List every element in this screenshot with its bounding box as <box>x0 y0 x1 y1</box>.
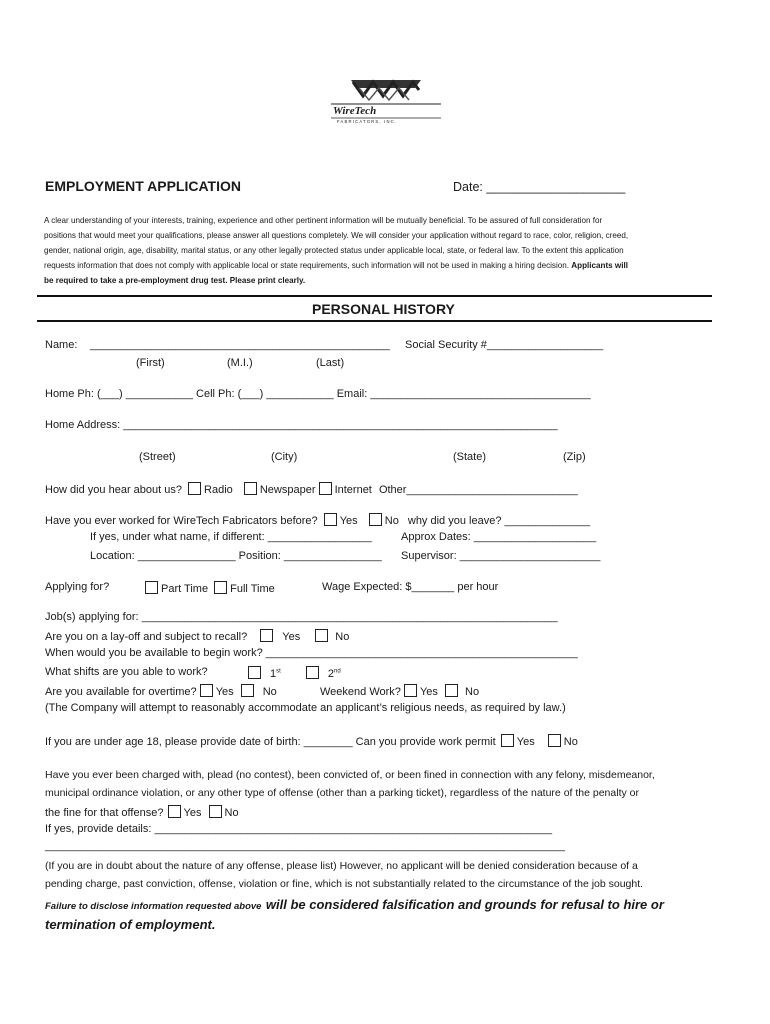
intro-paragraph <box>44 213 724 288</box>
overtime-no-checkbox[interactable] <box>241 684 254 697</box>
approx-dates-field[interactable]: Approx Dates: ____________________ <box>401 531 597 543</box>
logo-subtitle: FABRICATORS, INC. <box>337 119 398 124</box>
charges-yes-checkbox[interactable] <box>168 805 181 818</box>
no-label: No <box>465 686 480 698</box>
section-title: PERSONAL HISTORY <box>312 301 455 317</box>
supervisor-field[interactable]: Supervisor: _______________________ <box>401 550 601 562</box>
shift-1-checkbox[interactable] <box>248 666 261 679</box>
intro-line <box>44 258 724 273</box>
name-field[interactable]: _________________________________________________ <box>90 339 390 351</box>
overtime-question <box>45 684 277 698</box>
newspaper-checkbox[interactable] <box>244 482 257 495</box>
failure-warning-large: will be considered falsification and grounds for refusal to hire or <box>265 897 664 912</box>
doubt-note-line: (If you are in doubt about the nature of any offense, please list) However, no applicant will be denied consideration because of a <box>45 860 638 872</box>
first-name-label: (First) <box>136 357 165 369</box>
weekend-yes-checkbox[interactable] <box>404 684 417 697</box>
logo-brand: WireTech <box>333 105 377 117</box>
layoff-question <box>45 629 349 643</box>
why-left-field[interactable]: why did you leave? ______________ <box>407 515 591 527</box>
doubt-note-line: pending charge, past conviction, offense, violation or fine, which is not substantially related to the circumstance of the job sought. <box>45 878 644 890</box>
termination-text: termination of employment. <box>45 917 216 932</box>
section-rule-bottom <box>37 320 712 322</box>
failure-warning-small: Failure to disclose information requested above <box>45 901 262 912</box>
phone-email-fields[interactable]: Home Ph: (___) ___________ Cell Ph: (___) ___________ Email: ____________________________________ <box>45 388 591 400</box>
overtime-label: Are you available for overtime? <box>45 686 197 698</box>
section-rule-top <box>37 295 712 297</box>
intro-bold: Applicants will <box>571 261 628 270</box>
radio-option-label: Radio <box>204 484 233 496</box>
home-address-field[interactable]: Home Address: _______________________________________________________________________ <box>45 419 558 431</box>
no-label: No <box>262 686 277 698</box>
yes-label: Yes <box>215 686 234 698</box>
shift-2-label: 2 <box>327 668 334 680</box>
worked-no-checkbox[interactable] <box>369 513 382 526</box>
permit-no-checkbox[interactable] <box>548 734 561 747</box>
previous-name-field[interactable]: If yes, under what name, if different: _________________ <box>90 531 372 543</box>
jobs-applying-field[interactable]: Job(s) applying for: ____________________________________________________________________ <box>45 611 558 623</box>
location-position-field[interactable]: Location: ________________ Position: ________________ <box>90 550 382 562</box>
ssn-field[interactable]: Social Security #___________________ <box>405 339 604 351</box>
details-field[interactable]: If yes, provide details: _________________________________________________________________ <box>45 823 553 835</box>
internet-option-label: Internet <box>334 484 372 496</box>
employment-type-options <box>145 581 275 595</box>
no-label: No <box>384 515 399 527</box>
last-name-label: (Last) <box>316 357 345 369</box>
charges-line: Have you ever been charged with, plead (no contest), been convicted of, or been fined in connection with any felony, misdemeanor, <box>45 769 655 781</box>
intro-line: positions that would meet your qualifications, please answer all questions completely. We will consider your application without regard to race, color, religion, creed, <box>44 231 629 240</box>
weekend-label: Weekend Work? <box>320 686 401 698</box>
part-time-label: Part Time <box>161 583 209 595</box>
under-18-question <box>45 734 578 748</box>
form-title: EMPLOYMENT APPLICATION <box>45 178 241 194</box>
intro-line <box>44 273 724 288</box>
permit-yes-checkbox[interactable] <box>501 734 514 747</box>
charges-line: municipal ordinance violation, or any other type of offense (other than a parking ticket), regardless of the nature of the penalty or <box>45 787 639 799</box>
shift-1-label: 1 <box>270 668 277 680</box>
referral-question <box>45 482 578 496</box>
layoff-yes-checkbox[interactable] <box>260 629 273 642</box>
failure-warning <box>45 896 664 914</box>
other-field[interactable]: Other____________________________ <box>378 484 578 496</box>
weekend-no-checkbox[interactable] <box>445 684 458 697</box>
part-time-checkbox[interactable] <box>145 581 158 594</box>
under-18-field[interactable]: If you are under age 18, please provide date of birth: ________ Can you provide work permit <box>45 736 496 748</box>
newspaper-option-label: Newspaper <box>259 484 316 496</box>
overtime-yes-checkbox[interactable] <box>200 684 213 697</box>
zip-label: (Zip) <box>563 451 586 463</box>
layoff-no-checkbox[interactable] <box>315 629 328 642</box>
applying-for-label: Applying for? <box>45 581 110 593</box>
intro-bold: be required to take a pre-employment drug test. Please print clearly. <box>44 276 306 285</box>
no-label: No <box>224 807 239 819</box>
shift-2-checkbox[interactable] <box>306 666 319 679</box>
internet-checkbox[interactable] <box>319 482 332 495</box>
middle-initial-label: (M.I.) <box>227 357 253 369</box>
religious-note: (The Company will attempt to reasonably accommodate an applicant’s religious needs, as required by law.) <box>45 702 566 714</box>
yes-label: Yes <box>419 686 438 698</box>
full-time-label: Full Time <box>230 583 275 595</box>
worked-before-label: Have you ever worked for WireTech Fabricators before? <box>45 515 318 527</box>
date-field[interactable]: Date: ____________________ <box>453 180 626 194</box>
state-label: (State) <box>453 451 487 463</box>
company-logo <box>329 74 443 124</box>
street-label: (Street) <box>139 451 176 463</box>
yes-label: Yes <box>339 515 358 527</box>
layoff-label: Are you on a lay-off and subject to recall? <box>45 631 248 643</box>
charges-line-3: the fine for that offense? <box>45 807 164 819</box>
worked-yes-checkbox[interactable] <box>324 513 337 526</box>
intro-line-4: requests information that does not comply with applicable local or state requirements, such information will not be used in making a hiring decision. <box>44 261 570 270</box>
details-continuation-line[interactable]: _____________________________________________________________________________________ <box>45 840 566 852</box>
name-label: Name: <box>45 339 78 351</box>
no-label: No <box>563 736 578 748</box>
no-label: No <box>335 631 350 643</box>
intro-line: gender, national origin, age, disability, marital status, or any other legally protected status under applicable local, state, or federal law. To the extent this application <box>44 246 624 255</box>
full-time-checkbox[interactable] <box>214 581 227 594</box>
intro-line: A clear understanding of your interests, training, experience and other pertinent information will be mutually beneficial. To be assured of full consideration for <box>44 216 603 225</box>
charges-no-checkbox[interactable] <box>209 805 222 818</box>
wage-field[interactable]: Wage Expected: $_______ per hour <box>322 581 499 593</box>
worked-before-question <box>45 513 590 527</box>
yes-label: Yes <box>282 631 301 643</box>
begin-work-field[interactable]: When would you be available to begin work? ___________________________________________________ <box>45 647 578 659</box>
yes-label: Yes <box>516 736 535 748</box>
yes-label: Yes <box>183 807 202 819</box>
shift-options <box>248 666 341 680</box>
shift-1-suffix: st <box>276 668 281 675</box>
charges-question <box>45 805 239 819</box>
shifts-label: What shifts are you able to work? <box>45 666 208 678</box>
weekend-question <box>320 684 479 698</box>
city-label: (City) <box>271 451 298 463</box>
referral-label: How did you hear about us? <box>45 484 182 496</box>
radio-checkbox[interactable] <box>188 482 201 495</box>
shift-2-suffix: nd <box>333 668 341 675</box>
